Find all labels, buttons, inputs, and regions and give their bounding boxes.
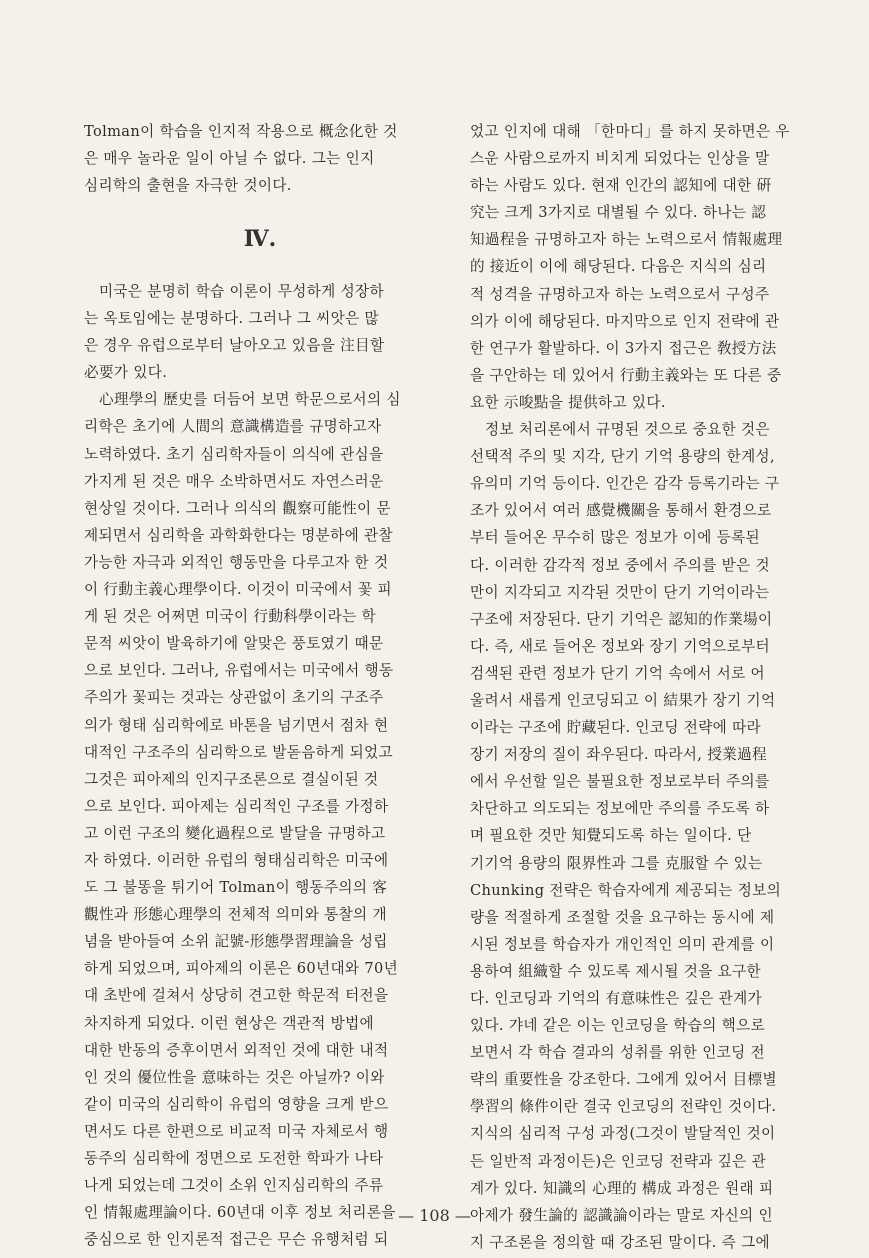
text-line: 노력하였다. 초기 심리학자들이 의식에 관심을 — [84, 445, 384, 463]
text-line: 념을 받아들여 소위 記號-形態學習理論을 성립 — [84, 933, 388, 951]
right-column — [470, 118, 828, 1256]
text-line: 시된 정보를 학습자가 개인적인 의미 관계를 이 — [470, 935, 775, 953]
text-line: 지 구조론을 정의할 때 강조된 말이다. 즉 그에 — [470, 1233, 770, 1251]
text-line: 다. 인코딩과 기억의 有意味性은 깊은 관계가 — [470, 990, 762, 1007]
text-line: 고 이런 구조의 變化過程으로 발달을 규명하고 — [84, 824, 386, 842]
text-line: 은 매우 놀라운 일이 아닐 수 없다. 그는 인지 — [84, 150, 375, 168]
text-line: 계가 있다. 知識의 心理的 構成 과정은 원래 피 — [470, 1179, 774, 1197]
text-line: 요한 示唆點을 提供하고 있다. — [470, 393, 666, 411]
text-line: 정보 처리론에서 규명된 것으로 중요한 것은 — [470, 421, 770, 439]
text-line: 을 구안하는 데 있어서 行動主義와는 또 다른 중 — [470, 366, 782, 384]
text-line: 대적인 구조주의 심리학으로 발돋음하게 되었고 — [84, 743, 393, 761]
text-line: 장기 저장의 질이 좌우된다. 따라서, 授業過程 — [470, 746, 767, 764]
text-line: 차단하고 의도되는 정보에만 주의를 주도록 하 — [470, 800, 770, 818]
text-line: 이 行動主義心理學이다. 이것이 미국에서 꽃 피 — [84, 581, 392, 599]
text-line: 한 연구가 활발하다. 이 3가지 접근은 敎授方法 — [470, 339, 777, 357]
text-line: 도 그 불똥을 튀기어 Tolman이 행동주의의 客 — [84, 879, 388, 897]
text-line: 선택적 주의 및 지각, 단기 기억 용량의 한계성, — [470, 448, 775, 466]
text-line: 다. 즉, 새로 들어온 정보와 장기 기억으로부터 — [470, 637, 770, 655]
text-line: 며 필요한 것만 知覺되도록 하는 일이다. 단 — [470, 827, 752, 845]
text-line: 구조에 저장된다. 단기 기억은 認知的作業場이 — [470, 610, 773, 628]
text-line: 인 것의 優位性을 意味하는 것은 아닐까? 이와 — [84, 1068, 385, 1086]
text-line: 의가 이에 해당된다. 마지막으로 인지 전략에 관 — [470, 312, 780, 330]
text-line: 현상일 것이다. 그러나 의식의 觀察可能性이 문 — [84, 499, 391, 517]
text-line: 대한 반동의 증후이면서 외적인 것에 대한 내적 — [84, 1041, 389, 1059]
text-line: 으로 보인다. 그러나, 유럽에서는 미국에서 행동 — [84, 662, 394, 680]
text-line: 가지게 된 것은 매우 소박하면서도 자연스러운 — [84, 472, 384, 490]
text-line: 었고 인지에 대해 「한마디」를 하지 못하면은 우 — [470, 123, 790, 140]
text-line: 면서도 다른 한편으로 비교적 미국 자체로서 행 — [84, 1122, 389, 1140]
text-line: 략의 重要性을 강조한다. 그에게 있어서 目標별 — [470, 1071, 777, 1089]
text-line: 있다. 갸네 같은 이는 인코딩을 학습의 핵으로 — [470, 1017, 765, 1035]
text-line: 울려서 새롭게 인코딩되고 이 結果가 장기 기억 — [470, 691, 776, 709]
text-line: 지식의 심리적 구성 과정(그것이 발달적인 것이 — [470, 1125, 776, 1143]
text-line: 대 초반에 걸쳐서 상당히 견고한 학문적 터전을 — [84, 987, 389, 1005]
text-line: 조가 있어서 여러 感覺機關을 통해서 환경으로 — [470, 502, 772, 520]
left-column-intro — [84, 118, 442, 199]
text-line: Tolman이 학습을 인지적 작용으로 概念化한 것 — [84, 123, 398, 140]
text-line: 가능한 자극과 외적인 행동만을 다루고자 한 것 — [84, 553, 389, 571]
text-line: 든 일반적 과정이든)은 인코딩 전략과 깊은 관 — [470, 1152, 767, 1170]
text-line: 으로 보인다. 피아제는 심리적인 구조를 가정하 — [84, 797, 389, 815]
text-line: 용하여 組織할 수 있도록 제시될 것을 요구한 — [470, 962, 761, 980]
text-line: 는 옥토임에는 분명하다. 그러나 그 씨앗은 많 — [84, 310, 379, 328]
text-line: 자 하였다. 이러한 유럽의 형태심리학은 미국에 — [84, 851, 389, 869]
text-line: 究는 크게 3가지로 대별될 수 있다. 하나는 認 — [470, 204, 767, 222]
text-line: 이라는 구조에 貯藏된다. 인코딩 전략에 따라 — [470, 719, 761, 737]
left-column-body — [84, 278, 442, 1253]
text-line: 必要가 있다. — [84, 364, 168, 382]
text-line: 은 경우 유럽으로부터 날아오고 있음을 注目할 — [84, 337, 385, 355]
text-line: 게 된 것은 어쩌면 미국이 行動科學이라는 학 — [84, 608, 376, 626]
text-line: 심리학의 출현을 자극한 것이다. — [84, 177, 292, 195]
text-line: 나게 되었는데 그것이 소위 인지심리학의 주류 — [84, 1177, 384, 1195]
text-line: 만이 지각되고 지각된 것만이 단기 기억이라는 — [470, 583, 770, 601]
page-number: — 108 — — [398, 1206, 471, 1225]
text-line: 그것은 피아제의 인지구조론으로 결실이된 것 — [84, 770, 379, 788]
text-line: 량을 적절하게 조절할 것을 요구하는 동시에 제 — [470, 908, 775, 926]
text-line: 스운 사람으로까지 비치게 되었다는 인상을 말 — [470, 150, 770, 168]
text-line: 제되면서 심리학을 과학화한다는 명분하에 관찰 — [84, 526, 393, 544]
text-line: 學習의 條件이란 결국 인코딩의 전략인 것이다. — [470, 1098, 777, 1116]
text-line: 의가 형태 심리학에로 바톤을 넘기면서 점차 현 — [84, 716, 389, 734]
text-line: 보면서 각 학습 결과의 성취를 위한 인코딩 전 — [470, 1044, 765, 1062]
text-line: 같이 미국의 심리학이 유럽의 영향을 크게 받으 — [84, 1095, 389, 1113]
text-line: 하는 사람도 있다. 현재 인간의 認知에 대한 硏 — [470, 177, 772, 195]
text-line: 다. 이러한 감각적 정보 중에서 주의를 받은 것 — [470, 556, 770, 574]
text-line: 문적 씨앗이 발육하기에 알맞은 풍토였기 때문 — [84, 635, 384, 653]
text-line: 리학은 초기에 人間의 意識構造를 규명하고자 — [84, 418, 382, 436]
text-line: 유의미 기억 등이다. 인간은 감각 등록기라는 구 — [470, 475, 780, 493]
text-line: 동주의 심리학에 정면으로 도전한 학파가 나타 — [84, 1150, 384, 1167]
text-line: 주의가 꽃피는 것과는 상관없이 초기의 구조주 — [84, 689, 384, 707]
text-line: 아제가 發生論的 認識論이라는 말로 자신의 인 — [470, 1206, 773, 1224]
text-line: 하게 되었으며, 피아제의 이론은 60년대와 70년 — [84, 960, 399, 978]
text-line: 的 接近이 이에 해당된다. 다음은 지식의 심리 — [470, 258, 767, 276]
text-line: 에서 우선할 일은 불필요한 정보로부터 주의를 — [470, 773, 770, 791]
text-line: Chunking 전략은 학습자에게 제공되는 정보의 — [470, 881, 782, 899]
text-line: 기기억 용량의 限界性과 그를 克服할 수 있는 — [470, 854, 763, 872]
text-line: 중심으로 한 인지론적 접근은 무슨 유행처럼 되 — [84, 1231, 389, 1249]
section-heading: Ⅳ. — [243, 226, 277, 252]
text-line: 心理學의 歷史를 더듬어 보면 학문으로서의 심 — [84, 391, 401, 409]
text-line: 觀性과 形態心理學의 전체적 의미와 통찰의 개 — [84, 906, 387, 924]
text-line: 부터 들어온 무수히 많은 정보가 이에 등록된 — [470, 529, 760, 547]
text-line: 적 성격을 규명하고자 하는 노력으로서 구성주 — [470, 285, 770, 303]
text-line: 검색된 관련 정보가 단기 기억 속에서 서로 어 — [470, 664, 765, 682]
text-line: 미국은 분명히 학습 이론이 무성하게 성장하 — [84, 283, 384, 300]
text-line: 인 情報處理論이다. 60년대 이후 정보 처리론을 — [84, 1204, 396, 1222]
text-line: 차지하게 되었다. 이런 현상은 객관적 방법에 — [84, 1014, 374, 1032]
text-line: 知過程을 규명하고자 하는 노력으로서 情報處理 — [470, 231, 783, 249]
